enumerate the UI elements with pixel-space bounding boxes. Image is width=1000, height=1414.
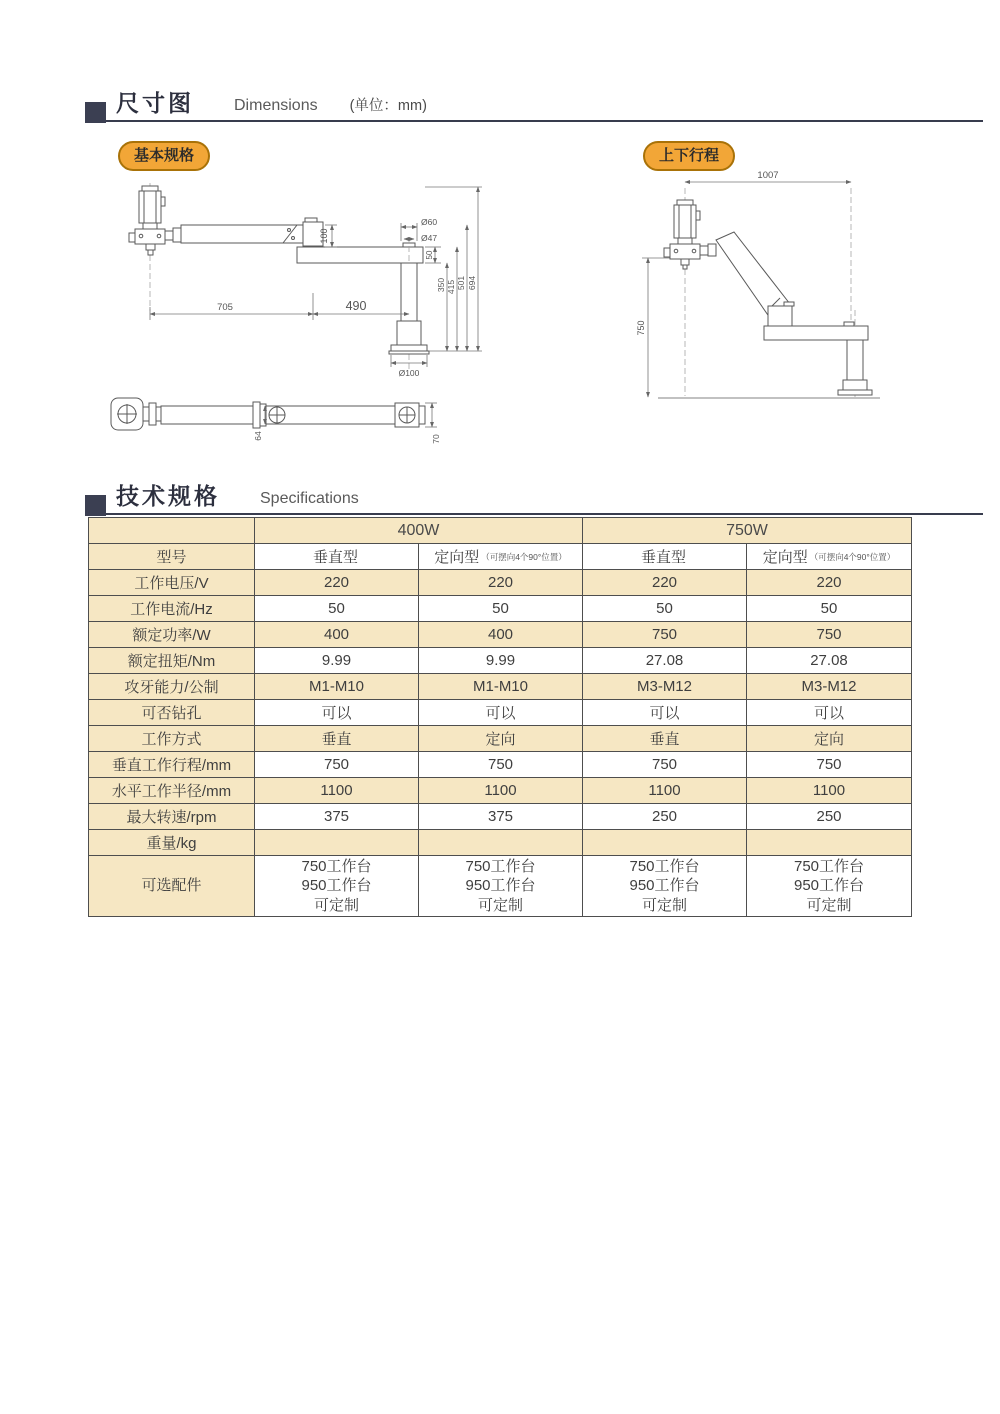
section-marker-square — [85, 102, 106, 123]
front-dim-490: 490 — [345, 299, 367, 313]
row-value: 220 — [583, 570, 747, 596]
row-value: 定向 — [747, 726, 911, 752]
row-value: M1-M10 — [419, 674, 583, 700]
row-value: 垂直 — [255, 726, 419, 752]
top-dim-70: 70 — [431, 434, 441, 444]
row-value: 375 — [255, 804, 419, 830]
row-value: 220 — [747, 570, 911, 596]
model-note: （可摆向4个90°位置） — [809, 551, 896, 562]
badge-vertical-stroke: 上下行程 — [643, 141, 735, 171]
row-value: 750工作台 950工作台 可定制 — [419, 856, 583, 916]
row-label: 攻牙能力/公制 — [89, 674, 255, 700]
row-value: 1100 — [747, 778, 911, 804]
table-row — [89, 856, 911, 916]
dimensions-title-en: Dimensions — [234, 97, 318, 115]
row-value: 定向 — [419, 726, 583, 752]
spec-table-body — [89, 570, 911, 916]
table-row — [89, 700, 911, 726]
front-dim-d60: Ø60 — [421, 217, 438, 227]
row-value: 750工作台 950工作台 可定制 — [583, 856, 747, 916]
row-value: 垂直 — [583, 726, 747, 752]
top-view-diagram — [105, 392, 455, 450]
front-dim-d100: Ø100 — [398, 368, 420, 378]
row-value: 50 — [255, 596, 419, 622]
front-dim-100: 100 — [319, 228, 329, 244]
row-label: 工作电压/V — [89, 570, 255, 596]
corner-cell — [89, 518, 255, 544]
row-label: 额定功率/W — [89, 622, 255, 648]
row-value: 9.99 — [419, 648, 583, 674]
section-marker-square — [85, 495, 106, 516]
stroke-dim-1007: 1007 — [757, 170, 779, 181]
model-name: 垂直型 — [312, 549, 358, 566]
table-row — [89, 622, 911, 648]
table-row — [89, 752, 911, 778]
row-value: M3-M12 — [747, 674, 911, 700]
row-value: 50 — [583, 596, 747, 622]
row-label: 可选配件 — [89, 856, 255, 916]
dimensions-section-header — [85, 92, 983, 122]
row-value: 220 — [255, 570, 419, 596]
row-value: 可以 — [747, 700, 911, 726]
row-value: 375 — [419, 804, 583, 830]
table-row — [89, 596, 911, 622]
row-value: 1100 — [419, 778, 583, 804]
model-cell — [583, 544, 747, 570]
row-label: 工作电流/Hz — [89, 596, 255, 622]
table-row — [89, 674, 911, 700]
front-view-diagram — [105, 183, 485, 383]
specs-section-header — [85, 485, 983, 515]
model-cell — [255, 544, 419, 570]
row-value: 9.99 — [255, 648, 419, 674]
row-value: 750 — [419, 752, 583, 778]
row-value: 750 — [255, 752, 419, 778]
badge-basic-spec: 基本规格 — [118, 141, 210, 171]
row-value: 220 — [419, 570, 583, 596]
row-value: 750 — [747, 622, 911, 648]
row-label: 工作方式 — [89, 726, 255, 752]
row-value: M1-M10 — [255, 674, 419, 700]
table-row — [89, 570, 911, 596]
front-dim-d47: Ø47 — [421, 233, 438, 243]
top-dim-64: 64 — [253, 431, 263, 441]
group-400w: 400W — [255, 518, 583, 544]
row-value: 50 — [419, 596, 583, 622]
row-value: 1100 — [583, 778, 747, 804]
row-value: 250 — [747, 804, 911, 830]
row-label: 额定扭矩/Nm — [89, 648, 255, 674]
row-value — [747, 830, 911, 856]
model-row — [89, 544, 911, 570]
row-label: 水平工作半径/mm — [89, 778, 255, 804]
model-name: 垂直型 — [640, 549, 686, 566]
table-row — [89, 804, 911, 830]
row-value — [419, 830, 583, 856]
table-row — [89, 778, 911, 804]
row-value: 可以 — [255, 700, 419, 726]
model-cell — [747, 544, 911, 570]
row-value: 400 — [419, 622, 583, 648]
model-name: 定向型 — [434, 549, 480, 566]
row-value: M3-M12 — [583, 674, 747, 700]
front-dim-415: 415 — [446, 279, 456, 295]
front-dim-705: 705 — [217, 302, 233, 313]
model-note: （可摆向4个90°位置） — [481, 551, 567, 562]
row-value: 400 — [255, 622, 419, 648]
dimensions-unit-note: (单位：mm) — [349, 98, 427, 115]
row-value: 1100 — [255, 778, 419, 804]
row-value: 50 — [747, 596, 911, 622]
front-dim-350: 350 — [436, 277, 446, 293]
row-value: 27.08 — [747, 648, 911, 674]
row-value: 可以 — [583, 700, 747, 726]
row-value: 750 — [583, 752, 747, 778]
row-label: 重量/kg — [89, 830, 255, 856]
power-group-row — [89, 518, 911, 544]
row-value: 250 — [583, 804, 747, 830]
table-row — [89, 648, 911, 674]
row-value: 可以 — [419, 700, 583, 726]
row-label: 可否钻孔 — [89, 700, 255, 726]
row-value: 750工作台 950工作台 可定制 — [255, 856, 419, 916]
group-750w: 750W — [583, 518, 911, 544]
row-label: 最大转速/rpm — [89, 804, 255, 830]
row-value: 750 — [583, 622, 747, 648]
front-dim-50: 50 — [425, 250, 434, 260]
spec-table — [88, 517, 912, 917]
row-value: 750工作台 950工作台 可定制 — [747, 856, 911, 916]
row-value — [583, 830, 747, 856]
table-row — [89, 726, 911, 752]
model-name: 定向型 — [762, 549, 808, 566]
row-value: 27.08 — [583, 648, 747, 674]
stroke-dim-750: 750 — [636, 320, 646, 336]
table-row — [89, 830, 911, 856]
row-value: 750 — [747, 752, 911, 778]
row-label: 垂直工作行程/mm — [89, 752, 255, 778]
model-cell — [419, 544, 583, 570]
specs-title-cn: 技术规格 — [116, 483, 220, 509]
stroke-view-diagram — [628, 160, 928, 402]
dimensions-title-cn: 尺寸图 — [116, 90, 194, 116]
front-dim-501: 501 — [456, 275, 466, 291]
specs-title-en: Specifications — [260, 490, 359, 508]
model-label: 型号 — [89, 544, 255, 570]
row-value — [255, 830, 419, 856]
front-dim-694: 694 — [467, 275, 477, 291]
